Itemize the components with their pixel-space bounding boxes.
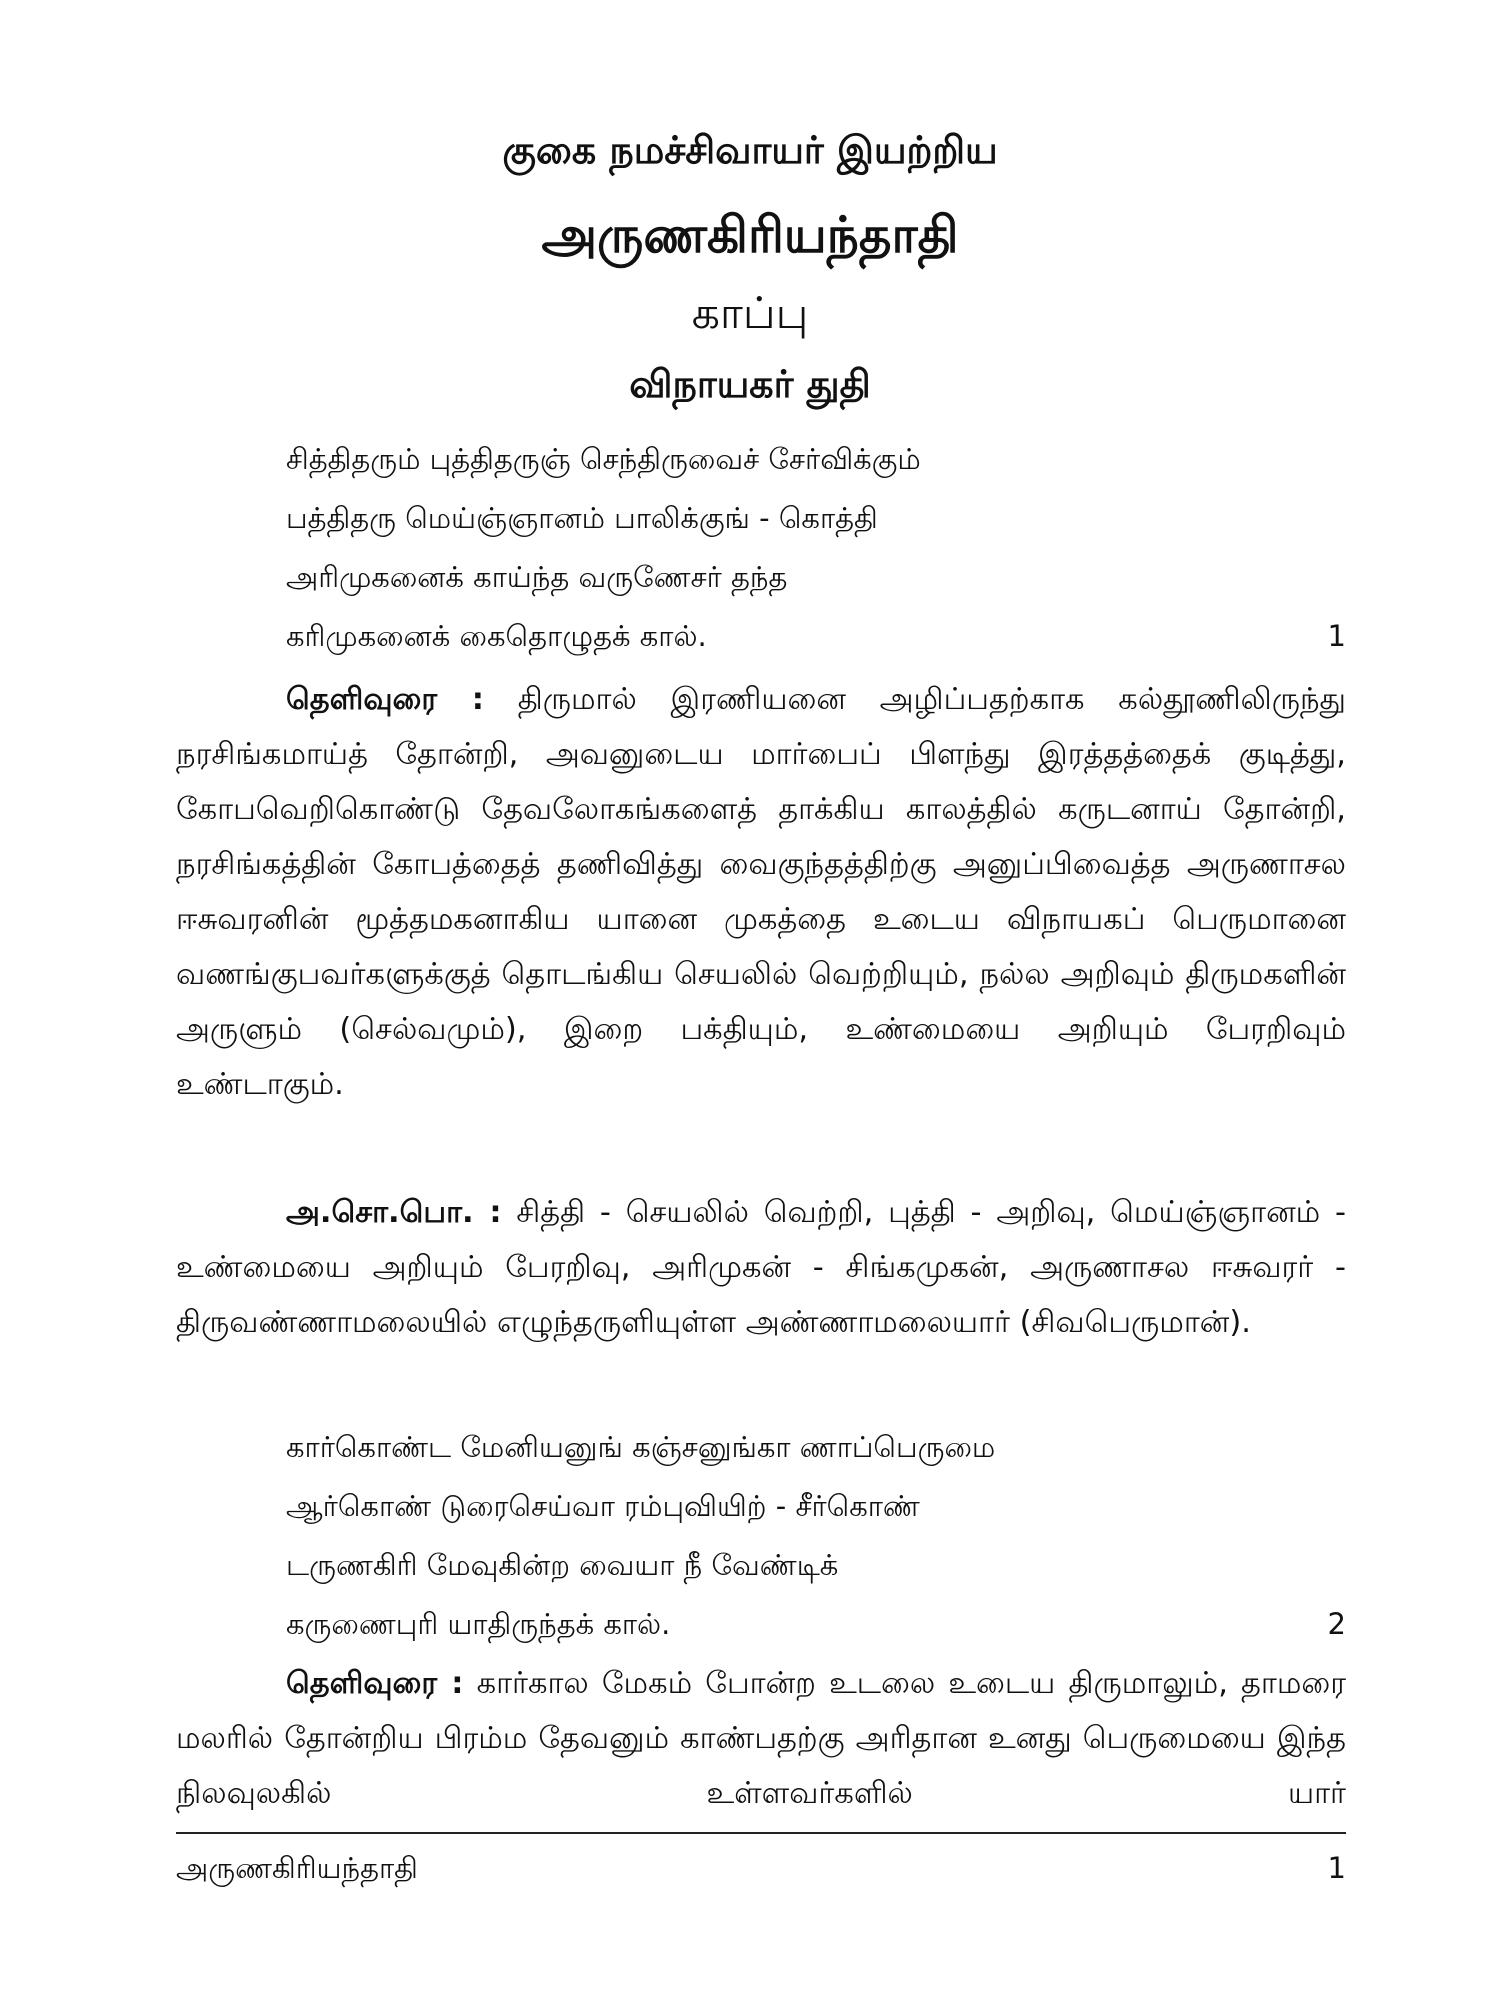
verse-number: 2: [1327, 1607, 1346, 1641]
commentary-label: தெளிவுரை :: [286, 1666, 464, 1701]
verse-line: பத்திதரு மெய்ஞ்ஞானம் பாலிக்குங் - கொத்தி: [286, 501, 878, 535]
verse-line: கார்கொண்ட மேனியனுங் கஞ்சனுங்கா ணாப்பெருமை: [286, 1430, 996, 1464]
commentary-text: திருமால் இரணியனை அழிப்பதற்காக கல்தூணிலிருந்து நரசிங்கமாய்த் தோன்றி, அவனுடைய மார்பைப் பிளந்து இரத்தத்தைக் குடித்து, கோபவெறிகொண்டு தேவலோகங்களைத் தாக்கிய காலத்தில் கருடனாய் தோன்றி, நரசிங்கத்தின் கோபத்தைத் தணிவித்து வைகுந்தத்திற்கு அனுப்பிவைத்த அருணாசல ஈசுவரனின் மூத்தமகனாகிய யானை முகத்தை உடைய விநாயகப் பெருமானை வணங்குபவர்களுக்குத் தொடங்கிய செயலில் வெற்றியும், நல்ல அறிவும் திருமகளின் அருளும் (செல்வமும்), இறை பக்தியும், உண்மையை அறியும் பேரறிவும் உண்டாகும்.: [176, 682, 1346, 1102]
page-number: 1: [1327, 1851, 1346, 1885]
verse-line: டருணகிரி மேவுகின்ற வையா நீ வேண்டிக்: [286, 1548, 839, 1582]
commentary-1: [176, 672, 1346, 1112]
verse-line-text: கருணைபுரி யாதிருந்தக் கால்.: [286, 1607, 671, 1641]
verse-line: [286, 1595, 1346, 1654]
glossary-1: [176, 1185, 1346, 1350]
glossary-text: சித்தி - செயலில் வெற்றி, புத்தி - அறிவு, மெய்ஞ்ஞானம் - உண்மையை அறியும் பேரறிவு, அரிமுகன் - சிங்கமுகன், அருணாசல ஈசுவரர் - திருவண்ணாமலையில் எழுந்தருளியுள்ள அண்ணாமலையார் (சிவபெருமான்).: [176, 1195, 1347, 1340]
page-footer: [176, 1846, 1346, 1890]
verse-line-text: கரிமுகனைக் கைதொழுதக் கால்.: [286, 619, 707, 653]
verse-line: [286, 607, 1346, 666]
footer-divider: [176, 1832, 1346, 1834]
subsection-heading: விநாயகர் துதி: [629, 362, 871, 406]
verse-1: [286, 430, 1346, 666]
section-heading: காப்பு: [691, 288, 809, 339]
commentary-label: தெளிவுரை :: [286, 682, 484, 717]
verse-line: ஆர்கொண் டுரைசெய்வா ரம்புவியிற் - சீர்கொண்: [286, 1489, 920, 1523]
commentary-text: கார்கால மேகம் போன்ற உடலை உடைய திருமாலும், தாமரை மலரில் தோன்றிய பிரம்ம தேவனும் காண்பதற்கு அரிதான உனது பெருமையை இந்த நிலவுலகில் உள்ளவர்களில் யார்: [176, 1666, 1347, 1811]
commentary-2: [176, 1656, 1346, 1821]
glossary-label: அ.சொ.பொ. :: [286, 1195, 502, 1230]
page-title: அருணகிரியந்தாதி: [541, 206, 959, 264]
author-line: குகை நமச்சிவாயர் இயற்றிய: [502, 128, 998, 172]
footer-title: அருணகிரியந்தாதி: [176, 1851, 418, 1885]
verse-2: [286, 1418, 1346, 1654]
verse-number: 1: [1327, 619, 1346, 653]
verse-line: அரிமுகனைக் காய்ந்த வருணேசர் தந்த: [286, 560, 788, 594]
verse-line: சித்திதரும் புத்திதருஞ் செந்திருவைச் சேர்விக்கும்: [286, 442, 921, 476]
